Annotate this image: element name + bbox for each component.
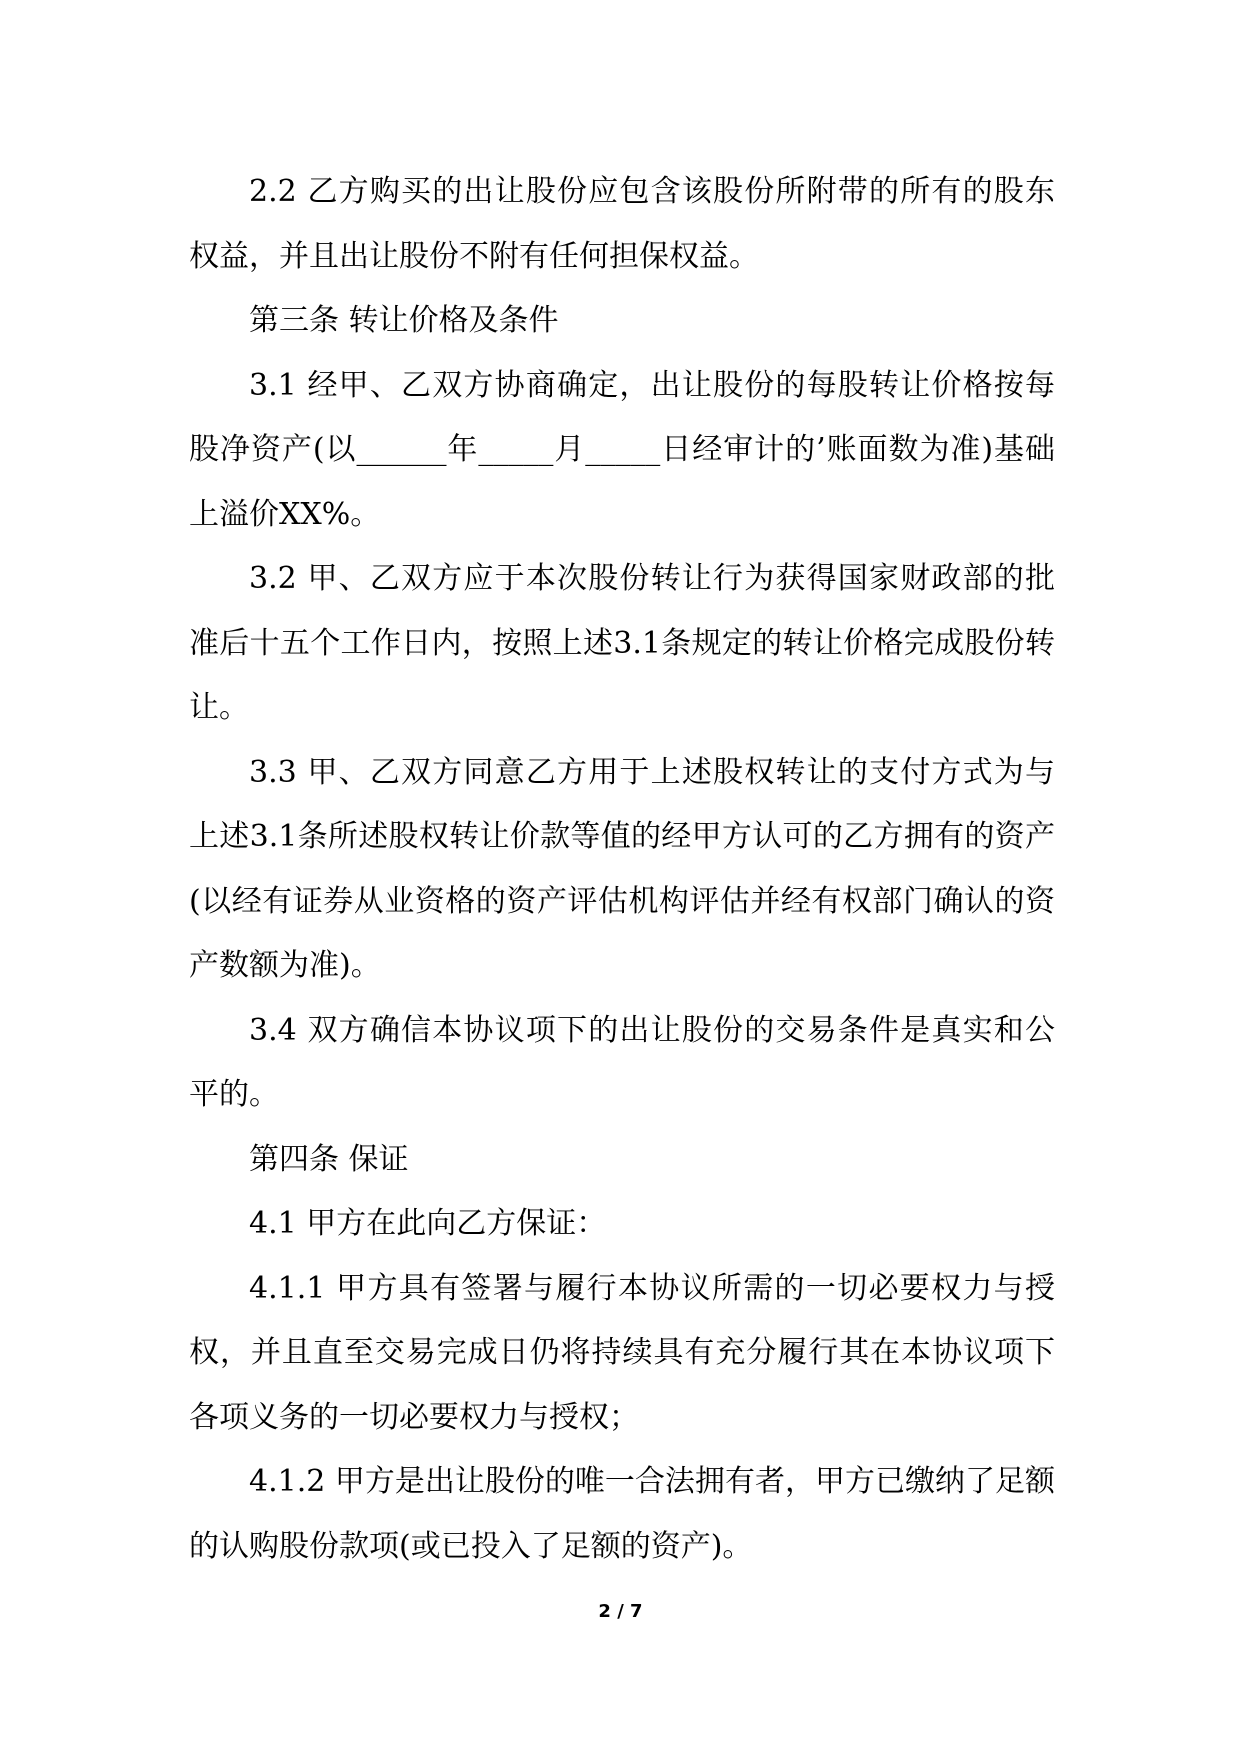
article-4-heading: 第四条 保证: [249, 1141, 409, 1177]
paragraph-3-4: 3.4 双方确信本协议项下的出让股份的交易条件是真实和公平的。: [189, 1012, 1055, 1112]
paragraph-3-1: 3.1 经甲、乙双方协商确定，出让股份的每股转让价格按每股净资产(以______年_____月_____日经审计的’账面数为准)基础上溢价XX%。: [189, 367, 1055, 532]
paragraph-4-1-1: 4.1.1 甲方具有签署与履行本协议所需的一切必要权力与授权，并且直至交易完成日仍将持续具有充分履行其在本协议项下各项义务的一切必要权力与授权；: [189, 1270, 1055, 1435]
paragraph-4-1: 4.1 甲方在此向乙方保证：: [249, 1206, 607, 1241]
paragraph-3-3: 3.3 甲、乙双方同意乙方用于上述股权转让的支付方式为与上述3.1条所述股权转让价款等值的经甲方认可的乙方拥有的资产(以经有证券从业资格的资产评估机构评估并经有权部门确认的资产数额为准)。: [189, 754, 1055, 983]
document-body: [189, 160, 1055, 1579]
page-number: 2 / 7: [598, 1601, 643, 1622]
paragraph-2-2: 2.2 乙方购买的出让股份应包含该股份所附带的所有的股东权益，并且出让股份不附有任何担保权益。: [189, 174, 1055, 274]
paragraph-3-2: 3.2 甲、乙双方应于本次股份转让行为获得国家财政部的批准后十五个工作日内，按照上述3.1条规定的转让价格完成股份转让。: [189, 561, 1055, 725]
article-3-heading: 第三条 转让价格及条件: [249, 303, 559, 338]
paragraph-4-1-2: 4.1.2 甲方是出让股份的唯一合法拥有者，甲方已缴纳了足额的认购股份款项(或已投入了足额的资产)。: [189, 1464, 1055, 1564]
